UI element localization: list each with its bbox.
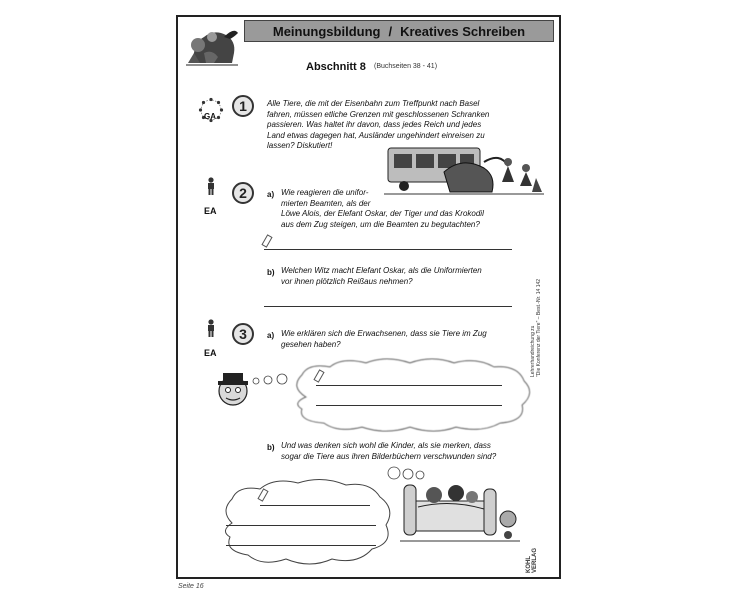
answer-line[interactable]	[264, 249, 512, 250]
header-separator: /	[388, 23, 393, 39]
task-2b-label: b)	[267, 268, 275, 277]
animals-illustration	[184, 23, 240, 67]
children-bed-illustration	[400, 471, 520, 547]
task-3-number: 3	[232, 323, 254, 345]
thought-cloud	[286, 357, 536, 433]
task-1-line: lassen? Diskutiert!	[267, 141, 333, 150]
pencil-icon	[261, 234, 272, 247]
individual-work-badge: EA	[204, 348, 217, 358]
individual-work-badge: EA	[204, 206, 217, 216]
task-2a-line: Löwe Alois, der Elefant Oskar, der Tiger und das Krokodil	[281, 209, 484, 218]
section-title: Abschnitt 8	[306, 61, 366, 73]
task-2b-line: vor ihnen plötzlich Reißaus nehmen?	[281, 276, 413, 286]
section-reference: (Buchseiten 38 - 41)	[374, 63, 438, 70]
page-header	[244, 20, 554, 42]
group-work-badge: GA	[204, 112, 216, 121]
thought-cloud	[218, 473, 398, 569]
worksheet	[176, 15, 561, 579]
individual-work-icon	[205, 177, 217, 195]
task-2b-line: Welchen Witz macht Elefant Oskar, als die Uniformierten	[281, 266, 482, 275]
task-1-line: Land etwas dagegen hat, Ausländer ungehindert einreisen zu	[267, 130, 485, 140]
task-3b-line: sogar die Tiere aus ihren Bilderbüchern verschwunden sind?	[281, 451, 497, 461]
answer-line[interactable]	[264, 306, 512, 307]
task-3b-line: Und was denken sich wohl die Kinder, als sie merken, dass	[281, 441, 491, 450]
side-text-line: "Die Konferenz der Tiere" – Best.-Nr. 14 142	[536, 278, 542, 377]
answer-line[interactable]	[226, 545, 376, 546]
task-3a-text	[281, 329, 541, 350]
publisher-logo: KOHL VERLAG	[526, 547, 538, 573]
task-2a-label: a)	[267, 190, 275, 199]
task-1-line: passieren. Was haltet ihr davon, dass jedes Reich und jedes	[267, 120, 482, 129]
task-3a-label: a)	[267, 331, 275, 340]
header-title-left: Meinungsbildung	[272, 23, 381, 39]
answer-line[interactable]	[316, 385, 502, 386]
answer-line[interactable]	[226, 525, 376, 526]
task-1-line: Alle Tiere, die mit der Eisenbahn zum Treffpunkt nach Basel	[267, 99, 480, 108]
task-2a-line: mierten Beamten, als der	[281, 198, 371, 208]
task-2a-line: Wie reagieren die unifor-	[281, 188, 369, 197]
header-title-right: Kreatives Schreiben	[400, 23, 526, 39]
page-number: Seite 16	[178, 583, 204, 590]
answer-line[interactable]	[316, 405, 502, 406]
answer-line[interactable]	[260, 505, 370, 506]
task-3b-text	[281, 441, 541, 462]
task-2b-text	[281, 266, 541, 287]
task-2a-line: aus dem Zug steigen, um die Beamten zu begutachten?	[281, 219, 480, 229]
task-3a-line: gesehen haben?	[281, 339, 341, 349]
individual-work-icon	[205, 319, 217, 337]
side-text-line: Lehrerhandreichung zu	[530, 325, 536, 377]
task-1-line: fahren, müssen etliche Grenzen mit geschlossenen Schranken	[267, 109, 490, 119]
task-3a-line: Wie erklären sich die Erwachsenen, dass sie Tiere im Zug	[281, 329, 487, 338]
task-3b-label: b)	[267, 443, 275, 452]
publisher-side-text	[530, 177, 560, 377]
task-1-number: 1	[232, 95, 254, 117]
task-2a-text	[281, 188, 541, 230]
task-2-number: 2	[232, 182, 254, 204]
adult-face-illustration	[214, 369, 252, 407]
